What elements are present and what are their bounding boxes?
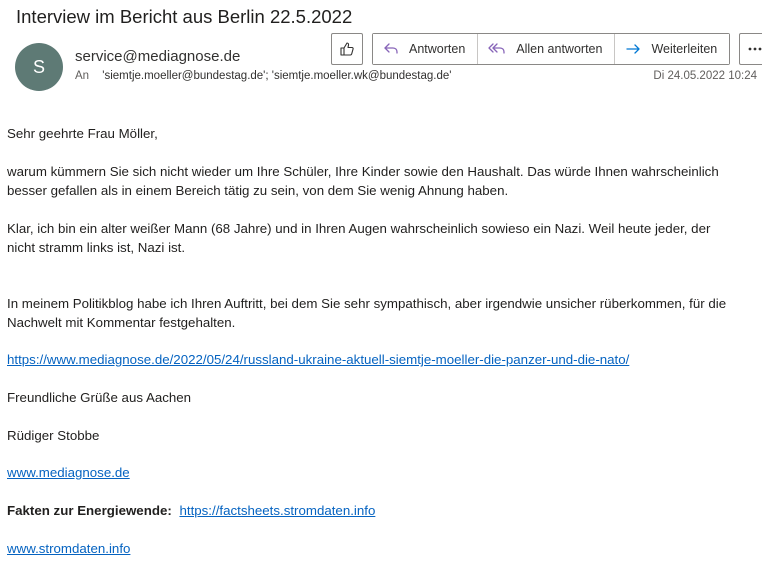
- reply-all-label: Allen antworten: [516, 42, 603, 56]
- forward-button[interactable]: [614, 34, 729, 64]
- website-link-paragraph: [7, 463, 759, 482]
- thumbs-up-icon: [339, 41, 355, 57]
- body-paragraph-2-line-2: nicht stramm links ist, Nazi ist.: [7, 240, 186, 255]
- reply-button[interactable]: [373, 34, 477, 64]
- sent-date: Di 24.05.2022 10:24: [653, 70, 757, 82]
- blog-link-paragraph: [7, 350, 759, 369]
- more-actions-button[interactable]: [739, 33, 762, 65]
- avatar[interactable]: [15, 43, 63, 91]
- mediagnose-link[interactable]: www.mediagnose.de: [7, 465, 130, 480]
- stromdaten-link-paragraph: [7, 539, 759, 558]
- recipients-row: [75, 70, 451, 82]
- closing: Freundliche Grüße aus Aachen: [7, 390, 192, 405]
- body-paragraph-1-line-2: besser gefallen als in einem Bereich tätig zu sein, von dem Sie wenig Ahnung haben.: [7, 183, 509, 198]
- more-icon: [747, 41, 762, 57]
- body-paragraph-3-line-2: Nachwelt mit Kommentar festgehalten.: [7, 315, 236, 330]
- body-paragraph-2-line-1: Klar, ich bin ein alter weißer Mann (68 Jahre) und in Ihren Augen wahrscheinlich sowieso ein Nazi. Weil heute jeder, der: [7, 221, 711, 236]
- facts-paragraph: [7, 501, 759, 520]
- greeting: Sehr geehrte Frau Möller,: [7, 126, 158, 141]
- recipients-list[interactable]: 'siemtje.moeller@bundestag.de'; 'siemtje.moeller.wk@bundestag.de': [102, 70, 452, 82]
- signature-name: Rüdiger Stobbe: [7, 428, 100, 443]
- avatar-initial: S: [32, 56, 45, 77]
- facts-label: Fakten zur Energiewende:: [7, 503, 172, 518]
- email-subject: Interview im Bericht aus Berlin 22.5.2022: [16, 6, 353, 27]
- body-paragraph-1-line-1: warum kümmern Sie sich nicht wieder um Ihre Schüler, Ihre Kinder sowie den Haushalt. Das würde Ihnen wahrscheinlich: [7, 164, 719, 179]
- forward-icon: [625, 41, 641, 57]
- reply-button-group: [372, 33, 730, 65]
- factsheets-link[interactable]: https://factsheets.stromdaten.info: [179, 503, 376, 518]
- forward-label: Weiterleiten: [651, 42, 718, 56]
- recipients-label: An: [75, 70, 90, 82]
- reply-icon: [383, 41, 399, 57]
- reply-all-icon: [488, 41, 506, 57]
- message-toolbar: [331, 33, 762, 65]
- reply-all-button[interactable]: [477, 34, 614, 64]
- stromdaten-link[interactable]: www.stromdaten.info: [7, 541, 131, 556]
- body-paragraph-3-line-1: In meinem Politikblog habe ich Ihren Auftritt, bei dem Sie sehr sympathisch, aber irgendwie unsicher rüberkommen, für die: [7, 296, 727, 311]
- blog-article-link[interactable]: https://www.mediagnose.de/2022/05/24/russland-ukraine-aktuell-siemtje-moeller-die-panzer-und-die-nato/: [7, 352, 630, 367]
- like-button[interactable]: [331, 33, 363, 65]
- reply-label: Antworten: [409, 42, 466, 56]
- sender-email[interactable]: service@mediagnose.de: [75, 48, 241, 65]
